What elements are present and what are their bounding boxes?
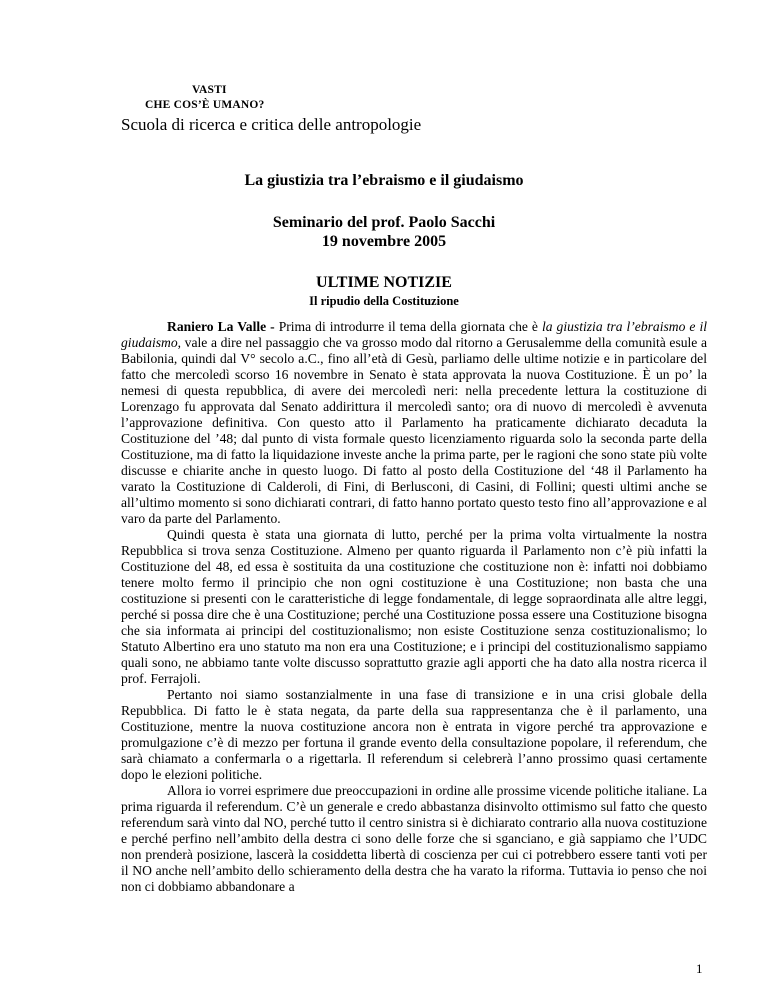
paragraph-4: Allora io vorrei esprimere due preoccupazioni in ordine alle prossime vicende politiche italiane. La prima riguarda il referendum. C’è un generale e credo abbastanza disinvolto ottimismo sul fatto che questo referendum sarà vinto dal NO, perché tutto il centro sinistra si è dichiarato contrario alla nuova costituzione e perché perfino nell’ambito della destra ci sono delle forze che si sganciano, e già sappiamo che l’UDC non prenderà posizione, lascerà la cosiddetta libertà di coscienza per cui ci potrebbero essere tanti voti per il NO anche nell’ambito dello schieramento della destra che ha varato la riforma. Tuttavia io penso che noi non ci dobbiamo abbandonare a (121, 783, 707, 894)
speaker-name: Raniero La Valle - (167, 319, 279, 334)
paragraph-1-lead: Prima di introdurre il tema della giornata che è (278, 319, 542, 334)
paragraph-3: Pertanto noi siamo sostanzialmente in una fase di transizione e in una crisi globale della Repubblica. Di fatto le è stata negata, da parte della sua rappresentanza che è il parlamento, una Costituzione, mentre la nuova costituzione ancora non è entrata in vigore perché tra approvazione e promulgazione c’è di mezzo per fortuna il grande evento della consultazione popolare, il referendum, che sarà chiamato a confermarla o a rigettarla. Il referendum si celebrerà l’anno prossimo quasi certamente dopo le elezioni politiche. (121, 687, 707, 782)
section-heading: ULTIME NOTIZIE (316, 274, 452, 291)
paragraph-2: Quindi questa è stata una giornata di lutto, perché per la prima volta virtualmente la nostra Repubblica si trova senza Costituzione. Almeno per quanto riguarda il Parlamento non c’è più infatti la Costituzione del 48, ed essa è sostituita da una costituzione che costituzione non è: infatti noi dobbiamo tenere molto fermo il principio che non ogni costituzione è una Costituzione; non basta che una costituzione si presenti con le caratteristiche di legge fondamentale, di legge sopraordinata alle altre leggi, perché si possa dire che è una Costituzione; perché una Costituzione possa essere una Costituzione bisogna che sia informata ai principi del costituzionalismo; non esiste Costituzione senza costituzionalismo; lo Statuto Albertino era uno statuto ma non era una Costituzione; e i principi del costituzionalismo sappiamo quali sono, ne abbiamo tante volte discusso soprattutto grazie agli apporti che ha dato alla nostra ricerca il prof. Ferrajoli. (121, 527, 707, 686)
school-name: Scuola di ricerca e critica delle antropologie (121, 115, 422, 134)
header-vasti: VASTI (192, 84, 227, 96)
body-text (121, 319, 707, 895)
seminar-title: Seminario del prof. Paolo Sacchi (272, 214, 496, 231)
paragraph-1 (121, 319, 707, 527)
paragraph-1-rest: , vale a dire nel passaggio che va grosso modo dal ritorno a Gerusalemme della comunità esule a Babilonia, quindi dal V° secolo a.C., fino all’età di Gesù, parliamo delle ultime notizie e in particolare del fatto che mercoledì scorso 16 novembre in Senato è stata approvata la nuova Costituzione. È un po’ la nemesi di questa repubblica, di avere dei mercoledì neri: nella precedente lettura la costituzione di Lorenzago fu approvata dal Senato addirittura il mercoledì santo; ora di nuovo di mercoledì è avvenuta l’approvazione definitiva. Con questo atto il Parlamento ha praticamente dichiarato decaduta la Costituzione del ’48; dal punto di vista formale questo licenziamento riguarda solo la seconda parte della Costituzione, ma di fatto la liquidazione investe anche la prima parte, per le ragioni che sono state più volte discusse e chiarite anche in questo luogo. Di fatto al posto della Costituzione del ‘48 il Parlamento ha varato la Costituzione di Calderoli, di Fini, di Berlusconi, di Casini, di Follini; questi ultimi anche se all’ultimo momento si sono dichiarati contrari, di fatto hanno portato questo testo fino all’approvazione e al varo da parte del Parlamento. (121, 335, 707, 526)
subsection-heading: Il ripudio della Costituzione (309, 294, 459, 308)
paragraph-1-italic: la giustizia tra l’ebraismo e il giudaismo (121, 319, 707, 350)
seminar-date: 19 novembre 2005 (321, 233, 447, 250)
page-number: 1 (696, 961, 703, 976)
header-subtitle: CHE COS’È UMANO? (145, 99, 265, 111)
document-title: La giustizia tra l’ebraismo e il giudaismo (244, 172, 524, 189)
